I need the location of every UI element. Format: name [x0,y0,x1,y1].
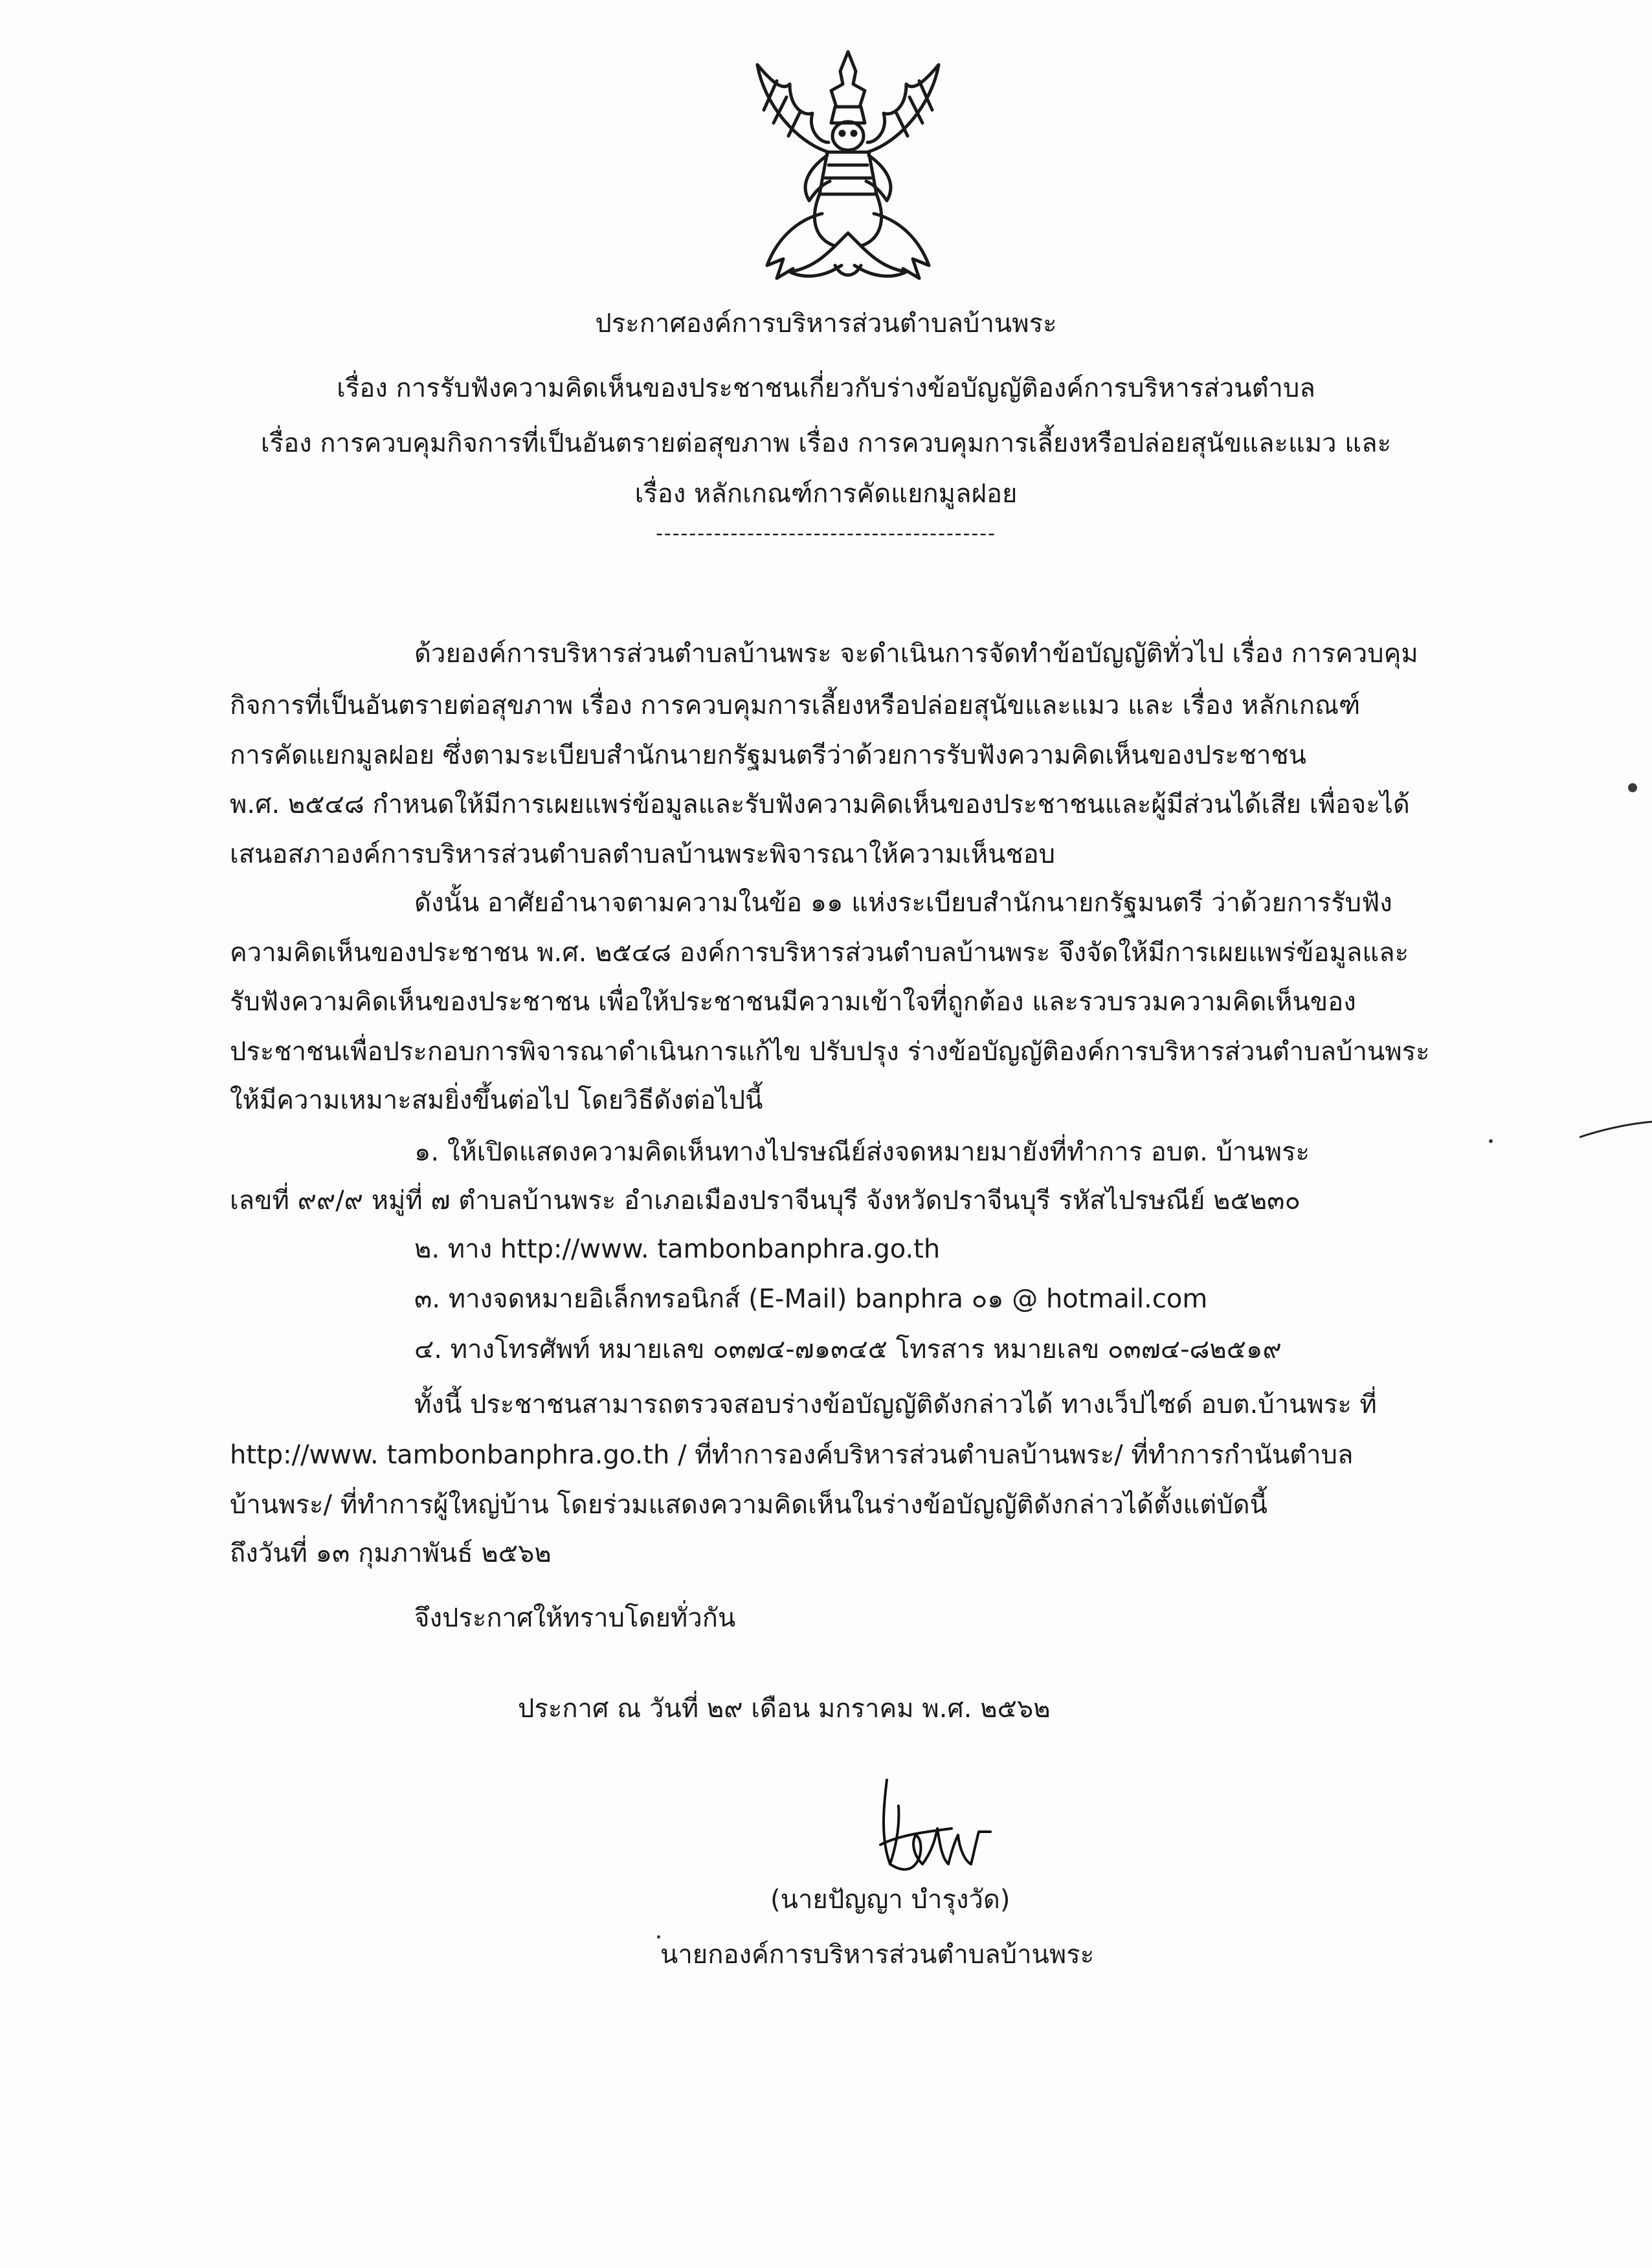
signatory-name: (นายปัญญา บำรุงวัด) [770,1885,1010,1915]
paragraph1-line-3: การคัดแยกมูลฝอย ซึ่งตามระเบียบสำนักนายกรัฐมนตรีว่าด้วยการรับฟังความคิดเห็นของประชาชน [230,740,1307,770]
paragraph2-line-3: รับฟังความคิดเห็นของประชาชน เพื่อให้ประชาชนมีความเข้าใจที่ถูกต้อง และรวบรวมความคิดเห็นของ [230,987,1356,1017]
scan-speck [1489,1139,1493,1143]
announcement-date: ประกาศ ณ วันที่ ๒๙ เดือน มกราคม พ.ศ. ๒๕๖๒ [518,1694,1051,1724]
paragraph1-line-5: เสนอสภาองค์การบริหารส่วนตำบลตำบลบ้านพระพิจารณาให้ความเห็นชอบ [230,839,1055,869]
subject-line-3: เรื่อง หลักเกณฑ์การคัดแยกมูลฝอย [634,479,1018,509]
paragraph1-line-4: พ.ศ. ๒๕๔๘ กำหนดให้มีการเผยแพร่ข้อมูลและรับฟังความคิดเห็นของประชาชนและผู้มีส่วนได้เสีย เพื่อจะได้ [230,790,1410,819]
paragraph1-line-1: ด้วยองค์การบริหารส่วนตำบลบ้านพระ จะดำเนินการจัดทำข้อบัญญัติทั่วไป เรื่อง การควบคุม [414,639,1418,669]
paragraph2-line-1: ดังนั้น อาศัยอำนาจตามความในข้อ ๑๑ แห่งระเบียบสำนักนายกรัฐมนตรี ว่าด้วยการรับฟัง [414,888,1392,918]
scan-speck [1628,783,1637,792]
item-2-website: ๒. ทาง http://www. tambonbanphra.go.th [414,1234,941,1264]
item-3-email: ๓. ทางจดหมายอิเล็กทรอนิกส์ (E-Mail) banphra ๐๑ @ hotmail.com [414,1284,1208,1314]
item-1-line-1: ๑. ให้เปิดแสดงความคิดเห็นทางไปรษณีย์ส่งจดหมายมายังที่ทำการ อบต. บ้านพระ [414,1137,1310,1167]
announcement-title: ประกาศองค์การบริหารส่วนตำบลบ้านพระ [595,309,1057,339]
paragraph3-line-4: ถึงวันที่ ๑๓ กุมภาพันธ์ ๒๕๖๒ [230,1539,552,1568]
signatory-position: นายกองค์การบริหารส่วนตำบลบ้านพระ [660,1940,1095,1970]
item-4-phone: ๔. ทางโทรศัพท์ หมายเลข ๐๓๗๔-๗๑๓๔๕ โทรสาร หมายเลข ๐๓๗๔-๘๒๕๑๙ [414,1335,1282,1364]
scan-speck [657,1935,660,1939]
paragraph2-line-5: ให้มีความเหมาะสมยิ่งขึ้นต่อไป โดยวิธีดังต่อไปนี้ [230,1085,763,1115]
subject-line-2: เรื่อง การควบคุมกิจการที่เป็นอันตรายต่อสุขภาพ เรื่อง การควบคุมการเลี้ยงหรือปล่อยสุนัขและแมว และ [260,428,1392,458]
paragraph3-line-3: บ้านพระ/ ที่ทำการผู้ใหญ่บ้าน โดยร่วมแสดงความคิดเห็นในร่างข้อบัญญัติดังกล่าวได้ตั้งแต่บัดนี้ [230,1490,1267,1520]
paragraph1-line-2: กิจการที่เป็นอันตรายต่อสุขภาพ เรื่อง การควบคุมการเลี้ยงหรือปล่อยสุนัขและแมว และ เรื่อง หลักเกณฑ์ [230,691,1361,720]
paragraph2-line-4: ประชาชนเพื่อประกอบการพิจารณาดำเนินการแก้ไข ปรับปรุง ร่างข้อบัญญัติองค์การบริหารส่วนตำบลบ้านพระ [230,1037,1430,1067]
handwritten-signature [861,1767,1016,1890]
paragraph2-line-2: ความคิดเห็นของประชาชน พ.ศ. ๒๕๔๘ องค์การบริหารส่วนตำบลบ้านพระ จึงจัดให้มีการเผยแพร่ข้อมูลและ [230,938,1409,968]
subject-line-1: เรื่อง การรับฟังความคิดเห็นของประชาชนเกี่ยวกับร่างข้อบัญญัติองค์การบริหารส่วนตำบล [337,373,1315,403]
garuda-emblem-icon [738,45,958,291]
paragraph3-line-1: ทั้งนี้ ประชาชนสามารถตรวจสอบร่างข้อบัญญัติดังกล่าวได้ ทางเว็ปไซด์ อบต.บ้านพระ ที่ [414,1390,1377,1419]
item-1-line-2: เลขที่ ๙๙/๙ หมู่ที่ ๗ ตำบลบ้านพระ อำเภอเมืองปราจีนบุรี จังหวัดปราจีนบุรี รหัสไปรษณีย์ ๒๕๒๓๐ [230,1186,1300,1216]
header-divider: ----------------------------------------- [656,522,996,545]
closing-statement: จึงประกาศให้ทราบโดยทั่วกัน [414,1603,736,1633]
scan-stroke [1579,1117,1652,1142]
paragraph3-line-2: http://www. tambonbanphra.go.th / ที่ทำการองค์บริหารส่วนตำบลบ้านพระ/ ที่ทำการกำนันตำบล [230,1440,1354,1470]
